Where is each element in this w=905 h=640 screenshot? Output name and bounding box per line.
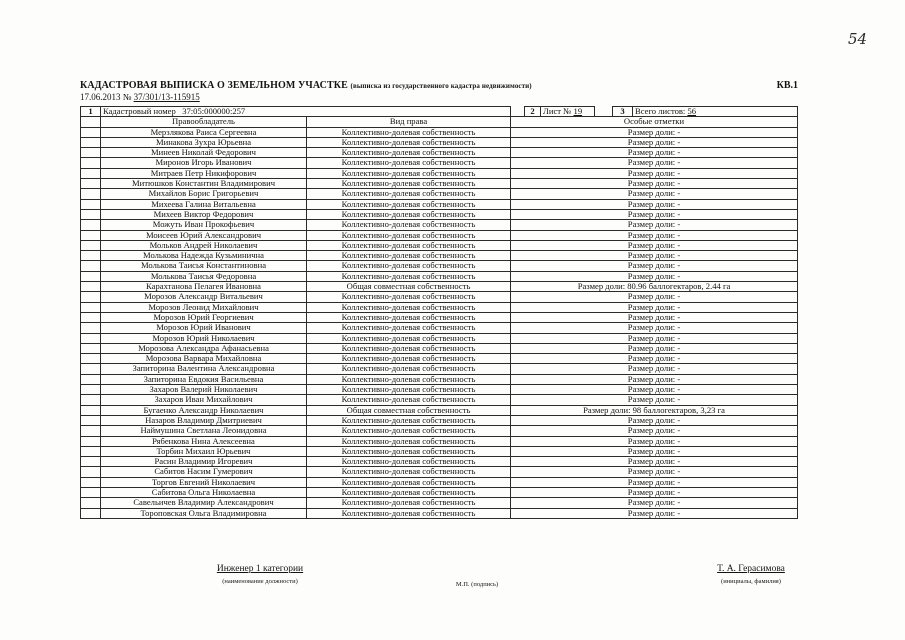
table-row bbox=[81, 312, 798, 322]
table-row bbox=[81, 457, 798, 467]
right-type-cell: Коллективно-долевая собственность bbox=[307, 189, 511, 199]
blank-cell bbox=[81, 467, 101, 477]
right-type-cell: Коллективно-долевая собственность bbox=[307, 199, 511, 209]
table-row bbox=[81, 385, 798, 395]
share-note-cell: Размер доли: - bbox=[511, 312, 798, 322]
blank-cell bbox=[81, 405, 101, 415]
right-type-cell: Коллективно-долевая собственность bbox=[307, 364, 511, 374]
right-type-cell: Общая совместная собственность bbox=[307, 282, 511, 292]
signer-name: Т. А. Герасимова bbox=[717, 564, 785, 574]
form-code: КВ.1 bbox=[776, 80, 798, 91]
table-row bbox=[81, 271, 798, 281]
share-note-cell: Размер доли: - bbox=[511, 446, 798, 456]
document-number-label: № bbox=[122, 92, 132, 102]
blank-cell bbox=[81, 271, 101, 281]
share-note-cell: Размер доли: - bbox=[511, 364, 798, 374]
owner-cell: Морозов Юрий Георгиевич bbox=[101, 312, 307, 322]
share-note-cell: Размер доли: - bbox=[511, 251, 798, 261]
blank-cell bbox=[81, 220, 101, 230]
right-type-cell: Коллективно-долевая собственность bbox=[307, 333, 511, 343]
right-type-cell: Коллективно-долевая собственность bbox=[307, 137, 511, 147]
share-note-cell: Размер доли: - bbox=[511, 333, 798, 343]
table-row bbox=[81, 426, 798, 436]
right-type-cell: Коллективно-долевая собственность bbox=[307, 415, 511, 425]
right-type-cell: Коллективно-долевая собственность bbox=[307, 158, 511, 168]
share-note-cell: Размер доли: - bbox=[511, 498, 798, 508]
right-type-cell: Коллективно-долевая собственность bbox=[307, 251, 511, 261]
owner-cell: Торгов Евгений Николаевич bbox=[101, 477, 307, 487]
owner-cell: Митраев Петр Никифорович bbox=[101, 168, 307, 178]
share-note-cell: Размер доли: - bbox=[511, 395, 798, 405]
blank-cell bbox=[81, 364, 101, 374]
owner-cell: Минеев Николай Федорович bbox=[101, 148, 307, 158]
share-note-cell: Размер доли: - bbox=[511, 179, 798, 189]
table-row bbox=[81, 220, 798, 230]
blank-cell bbox=[81, 199, 101, 209]
sheets-total-cell bbox=[633, 107, 798, 117]
owner-cell: Мольков Андрей Николаевич bbox=[101, 240, 307, 250]
right-type-cell: Коллективно-долевая собственность bbox=[307, 302, 511, 312]
sheet-label: Лист № bbox=[543, 106, 572, 116]
right-type-cell: Коллективно-долевая собственность bbox=[307, 127, 511, 137]
right-type-cell: Коллективно-долевая собственность bbox=[307, 323, 511, 333]
table-row bbox=[81, 158, 798, 168]
right-type-cell: Коллективно-долевая собственность bbox=[307, 209, 511, 219]
document-title bbox=[80, 80, 532, 91]
blank-cell bbox=[81, 385, 101, 395]
right-type-cell: Коллективно-долевая собственность bbox=[307, 467, 511, 477]
table-row bbox=[81, 240, 798, 250]
document-title-text: КАДАСТРОВАЯ ВЫПИСКА О ЗЕМЕЛЬНОМ УЧАСТКЕ bbox=[80, 80, 348, 91]
owner-cell: Запиторина Валентина Александровна bbox=[101, 364, 307, 374]
column-header-right: Вид права bbox=[307, 117, 511, 127]
right-type-cell: Коллективно-долевая собственность bbox=[307, 487, 511, 497]
right-type-cell: Коллективно-долевая собственность bbox=[307, 179, 511, 189]
owner-cell: Миронов Игорь Иванович bbox=[101, 158, 307, 168]
owner-cell: Мерзлякова Раиса Сергеевна bbox=[101, 127, 307, 137]
right-type-cell: Коллективно-долевая собственность bbox=[307, 168, 511, 178]
right-type-cell: Коллективно-долевая собственность bbox=[307, 261, 511, 271]
table-row bbox=[81, 261, 798, 271]
table-row bbox=[81, 467, 798, 477]
blank-cell bbox=[81, 498, 101, 508]
table-row bbox=[81, 292, 798, 302]
cadastral-number-label: Кадастровый номер bbox=[103, 106, 176, 116]
share-note-cell: Размер доли: - bbox=[511, 354, 798, 364]
cadastral-number-cell bbox=[101, 107, 511, 117]
blank-cell bbox=[81, 282, 101, 292]
share-note-cell: Размер доли: - bbox=[511, 323, 798, 333]
blank-cell bbox=[81, 302, 101, 312]
right-type-cell: Коллективно-долевая собственность bbox=[307, 457, 511, 467]
owner-cell: Захаров Иван Михайлович bbox=[101, 395, 307, 405]
blank-cell bbox=[81, 477, 101, 487]
table-row bbox=[81, 477, 798, 487]
row-number: 1 bbox=[81, 107, 101, 117]
document-number: 37/301/13-115915 bbox=[133, 92, 200, 102]
owner-cell: Морозов Леонид Михайлович bbox=[101, 302, 307, 312]
table-row bbox=[81, 127, 798, 137]
owner-cell: Михайлов Борис Григорьевич bbox=[101, 189, 307, 199]
owner-cell: Рябенкова Нина Алексеевна bbox=[101, 436, 307, 446]
blank-cell bbox=[81, 333, 101, 343]
share-note-cell: Размер доли: - bbox=[511, 148, 798, 158]
share-note-cell: Размер доли: - bbox=[511, 199, 798, 209]
owner-cell: Митюшков Константин Владимирович bbox=[101, 179, 307, 189]
page-number: 54 bbox=[848, 30, 868, 48]
right-type-cell: Коллективно-долевая собственность bbox=[307, 374, 511, 384]
position-caption: (наименование должности) bbox=[222, 578, 298, 585]
table-row bbox=[81, 148, 798, 158]
position-block bbox=[190, 564, 330, 585]
table-row bbox=[81, 302, 798, 312]
document-date: 17.06.2013 bbox=[80, 92, 121, 102]
blank-cell bbox=[81, 230, 101, 240]
table-row bbox=[81, 415, 798, 425]
sheet-number: 19 bbox=[573, 106, 583, 116]
blank-cell bbox=[81, 426, 101, 436]
owner-cell: Молькова Таисья Федоровна bbox=[101, 271, 307, 281]
document-subtitle: (выписка из государственного кадастра недвижимости) bbox=[350, 82, 532, 90]
table-row bbox=[81, 189, 798, 199]
share-note-cell: Размер доли: - bbox=[511, 302, 798, 312]
right-type-cell: Коллективно-долевая собственность bbox=[307, 220, 511, 230]
stamp-caption: М.П. (подпись) bbox=[455, 581, 499, 588]
sheets-total-label: Всего листов: bbox=[635, 106, 686, 116]
owner-cell: Морозов Александр Витальевич bbox=[101, 292, 307, 302]
share-note-cell: Размер доли: - bbox=[511, 415, 798, 425]
share-note-cell: Размер доли: - bbox=[511, 127, 798, 137]
signature-block bbox=[80, 564, 798, 594]
table-row bbox=[81, 395, 798, 405]
blank-cell bbox=[81, 354, 101, 364]
right-type-cell: Коллективно-долевая собственность bbox=[307, 477, 511, 487]
table-row bbox=[81, 333, 798, 343]
section-total: 3 bbox=[613, 107, 633, 117]
table-row bbox=[81, 405, 798, 415]
blank-cell bbox=[81, 323, 101, 333]
share-note-cell: Размер доли: - bbox=[511, 487, 798, 497]
blank-cell bbox=[81, 487, 101, 497]
document-header bbox=[80, 80, 798, 102]
table-row bbox=[81, 230, 798, 240]
share-note-cell: Размер доли: - bbox=[511, 261, 798, 271]
right-type-cell: Коллективно-долевая собственность bbox=[307, 354, 511, 364]
share-note-cell: Размер доли: 80.96 баллогектаров, 2.44 га bbox=[511, 282, 798, 292]
owner-cell: Запиторина Евдокия Васильевна bbox=[101, 374, 307, 384]
right-type-cell: Коллективно-долевая собственность bbox=[307, 271, 511, 281]
table-row bbox=[81, 343, 798, 353]
right-type-cell: Коллективно-долевая собственность bbox=[307, 498, 511, 508]
owner-cell: Моисеев Юрий Александрович bbox=[101, 230, 307, 240]
table-row bbox=[81, 179, 798, 189]
right-type-cell: Коллективно-долевая собственность bbox=[307, 395, 511, 405]
table-row bbox=[81, 498, 798, 508]
owner-cell: Морозов Юрий Иванович bbox=[101, 323, 307, 333]
right-type-cell: Коллективно-долевая собственность bbox=[307, 148, 511, 158]
blank-cell bbox=[81, 209, 101, 219]
table-row bbox=[81, 168, 798, 178]
sheet-number-cell bbox=[541, 107, 595, 117]
share-note-cell: Размер доли: - bbox=[511, 158, 798, 168]
owner-cell: Расин Владимир Игоревич bbox=[101, 457, 307, 467]
owner-cell: Михеева Галина Витальевна bbox=[101, 199, 307, 209]
stamp-block bbox=[432, 577, 522, 588]
cadastral-number: 37:05:000000:257 bbox=[182, 106, 246, 116]
share-note-cell: Размер доли: - bbox=[511, 374, 798, 384]
blank-cell bbox=[81, 137, 101, 147]
blank-cell bbox=[81, 415, 101, 425]
blank-cell bbox=[81, 374, 101, 384]
right-type-cell: Коллективно-долевая собственность bbox=[307, 385, 511, 395]
table-row bbox=[81, 354, 798, 364]
share-note-cell: Размер доли: - bbox=[511, 436, 798, 446]
owner-cell: Карахтанова Пелагея Ивановна bbox=[101, 282, 307, 292]
right-type-cell: Коллективно-долевая собственность bbox=[307, 508, 511, 518]
blank-cell bbox=[81, 127, 101, 137]
blank-cell bbox=[81, 446, 101, 456]
owner-cell: Можуть Иван Прокофьевич bbox=[101, 220, 307, 230]
table-row bbox=[81, 446, 798, 456]
right-type-cell: Коллективно-долевая собственность bbox=[307, 436, 511, 446]
owner-cell: Назаров Владимир Дмитриевич bbox=[101, 415, 307, 425]
right-type-cell: Коллективно-долевая собственность bbox=[307, 230, 511, 240]
share-note-cell: Размер доли: - bbox=[511, 467, 798, 477]
share-note-cell: Размер доли: - bbox=[511, 230, 798, 240]
owner-cell: Морозова Варвара Михайловна bbox=[101, 354, 307, 364]
blank-cell bbox=[81, 117, 101, 127]
table-row bbox=[81, 508, 798, 518]
blank-cell bbox=[81, 189, 101, 199]
owner-cell: Захаров Валерий Николаевич bbox=[101, 385, 307, 395]
blank-cell bbox=[81, 436, 101, 446]
owner-cell: Сабитов Насим Гумерович bbox=[101, 467, 307, 477]
table-row bbox=[81, 251, 798, 261]
share-note-cell: Размер доли: - bbox=[511, 508, 798, 518]
table-row bbox=[81, 374, 798, 384]
blank-cell bbox=[81, 292, 101, 302]
column-header-row bbox=[81, 117, 798, 127]
share-note-cell: Размер доли: - bbox=[511, 343, 798, 353]
section-number: 2 bbox=[525, 107, 541, 117]
spacer-cell bbox=[595, 107, 613, 117]
blank-cell bbox=[81, 508, 101, 518]
share-note-cell: Размер доли: - bbox=[511, 426, 798, 436]
table-row bbox=[81, 323, 798, 333]
owner-cell: Бугаенко Александр Николаевич bbox=[101, 405, 307, 415]
table-meta-row bbox=[81, 107, 798, 117]
sheets-total: 56 bbox=[687, 106, 697, 116]
owner-cell: Торбин Михаил Юрьевич bbox=[101, 446, 307, 456]
owner-cell: Савельичев Владимир Александрович bbox=[101, 498, 307, 508]
title-row bbox=[80, 80, 798, 91]
owner-cell: Морозова Александра Афанасьевна bbox=[101, 343, 307, 353]
table-row bbox=[81, 436, 798, 446]
share-note-cell: Размер доли: - bbox=[511, 271, 798, 281]
share-note-cell: Размер доли: - bbox=[511, 189, 798, 199]
position-title: Инженер 1 категории bbox=[216, 564, 304, 574]
document-reference bbox=[80, 92, 798, 102]
blank-cell bbox=[81, 179, 101, 189]
blank-cell bbox=[81, 395, 101, 405]
right-type-cell: Коллективно-долевая собственность bbox=[307, 292, 511, 302]
owner-cell: Минакова Зухра Юрьевна bbox=[101, 137, 307, 147]
blank-cell bbox=[81, 261, 101, 271]
owner-cell: Морозов Юрий Николаевич bbox=[101, 333, 307, 343]
share-note-cell: Размер доли: - bbox=[511, 292, 798, 302]
right-type-cell: Коллективно-долевая собственность bbox=[307, 343, 511, 353]
right-type-cell: Коллективно-долевая собственность bbox=[307, 240, 511, 250]
right-type-cell: Коллективно-долевая собственность bbox=[307, 312, 511, 322]
owner-cell: Наймушина Светлана Леонидовна bbox=[101, 426, 307, 436]
owner-cell: Тороповская Ольга Владимировна bbox=[101, 508, 307, 518]
blank-cell bbox=[81, 312, 101, 322]
signer-caption: (инициалы, фамилия) bbox=[721, 578, 781, 585]
table-row bbox=[81, 199, 798, 209]
blank-cell bbox=[81, 343, 101, 353]
signer-block bbox=[696, 564, 806, 585]
owner-cell: Сабитова Ольга Николаевна bbox=[101, 487, 307, 497]
share-note-cell: Размер доли: - bbox=[511, 385, 798, 395]
share-note-cell: Размер доли: 98 баллогектаров, 3,23 га bbox=[511, 405, 798, 415]
share-note-cell: Размер доли: - bbox=[511, 209, 798, 219]
table-row bbox=[81, 137, 798, 147]
column-header-notes: Особые отметки bbox=[511, 117, 798, 127]
right-type-cell: Коллективно-долевая собственность bbox=[307, 426, 511, 436]
share-note-cell: Размер доли: - bbox=[511, 477, 798, 487]
column-header-owner: Правообладатель bbox=[101, 117, 307, 127]
table-row bbox=[81, 487, 798, 497]
blank-cell bbox=[81, 240, 101, 250]
blank-cell bbox=[81, 158, 101, 168]
spacer-cell bbox=[511, 107, 525, 117]
share-note-cell: Размер доли: - bbox=[511, 457, 798, 467]
blank-cell bbox=[81, 148, 101, 158]
table-row bbox=[81, 364, 798, 374]
blank-cell bbox=[81, 168, 101, 178]
right-type-cell: Коллективно-долевая собственность bbox=[307, 446, 511, 456]
owner-cell: Михеев Виктор Федорович bbox=[101, 209, 307, 219]
owner-cell: Молькова Надежда Кузьминична bbox=[101, 251, 307, 261]
share-note-cell: Размер доли: - bbox=[511, 240, 798, 250]
owner-cell: Молькова Таисья Константиновна bbox=[101, 261, 307, 271]
owners-table-body bbox=[81, 107, 798, 519]
blank-cell bbox=[81, 251, 101, 261]
table-row bbox=[81, 209, 798, 219]
right-type-cell: Общая совместная собственность bbox=[307, 405, 511, 415]
share-note-cell: Размер доли: - bbox=[511, 137, 798, 147]
owners-table bbox=[80, 106, 798, 519]
share-note-cell: Размер доли: - bbox=[511, 220, 798, 230]
share-note-cell: Размер доли: - bbox=[511, 168, 798, 178]
table-row bbox=[81, 282, 798, 292]
blank-cell bbox=[81, 457, 101, 467]
